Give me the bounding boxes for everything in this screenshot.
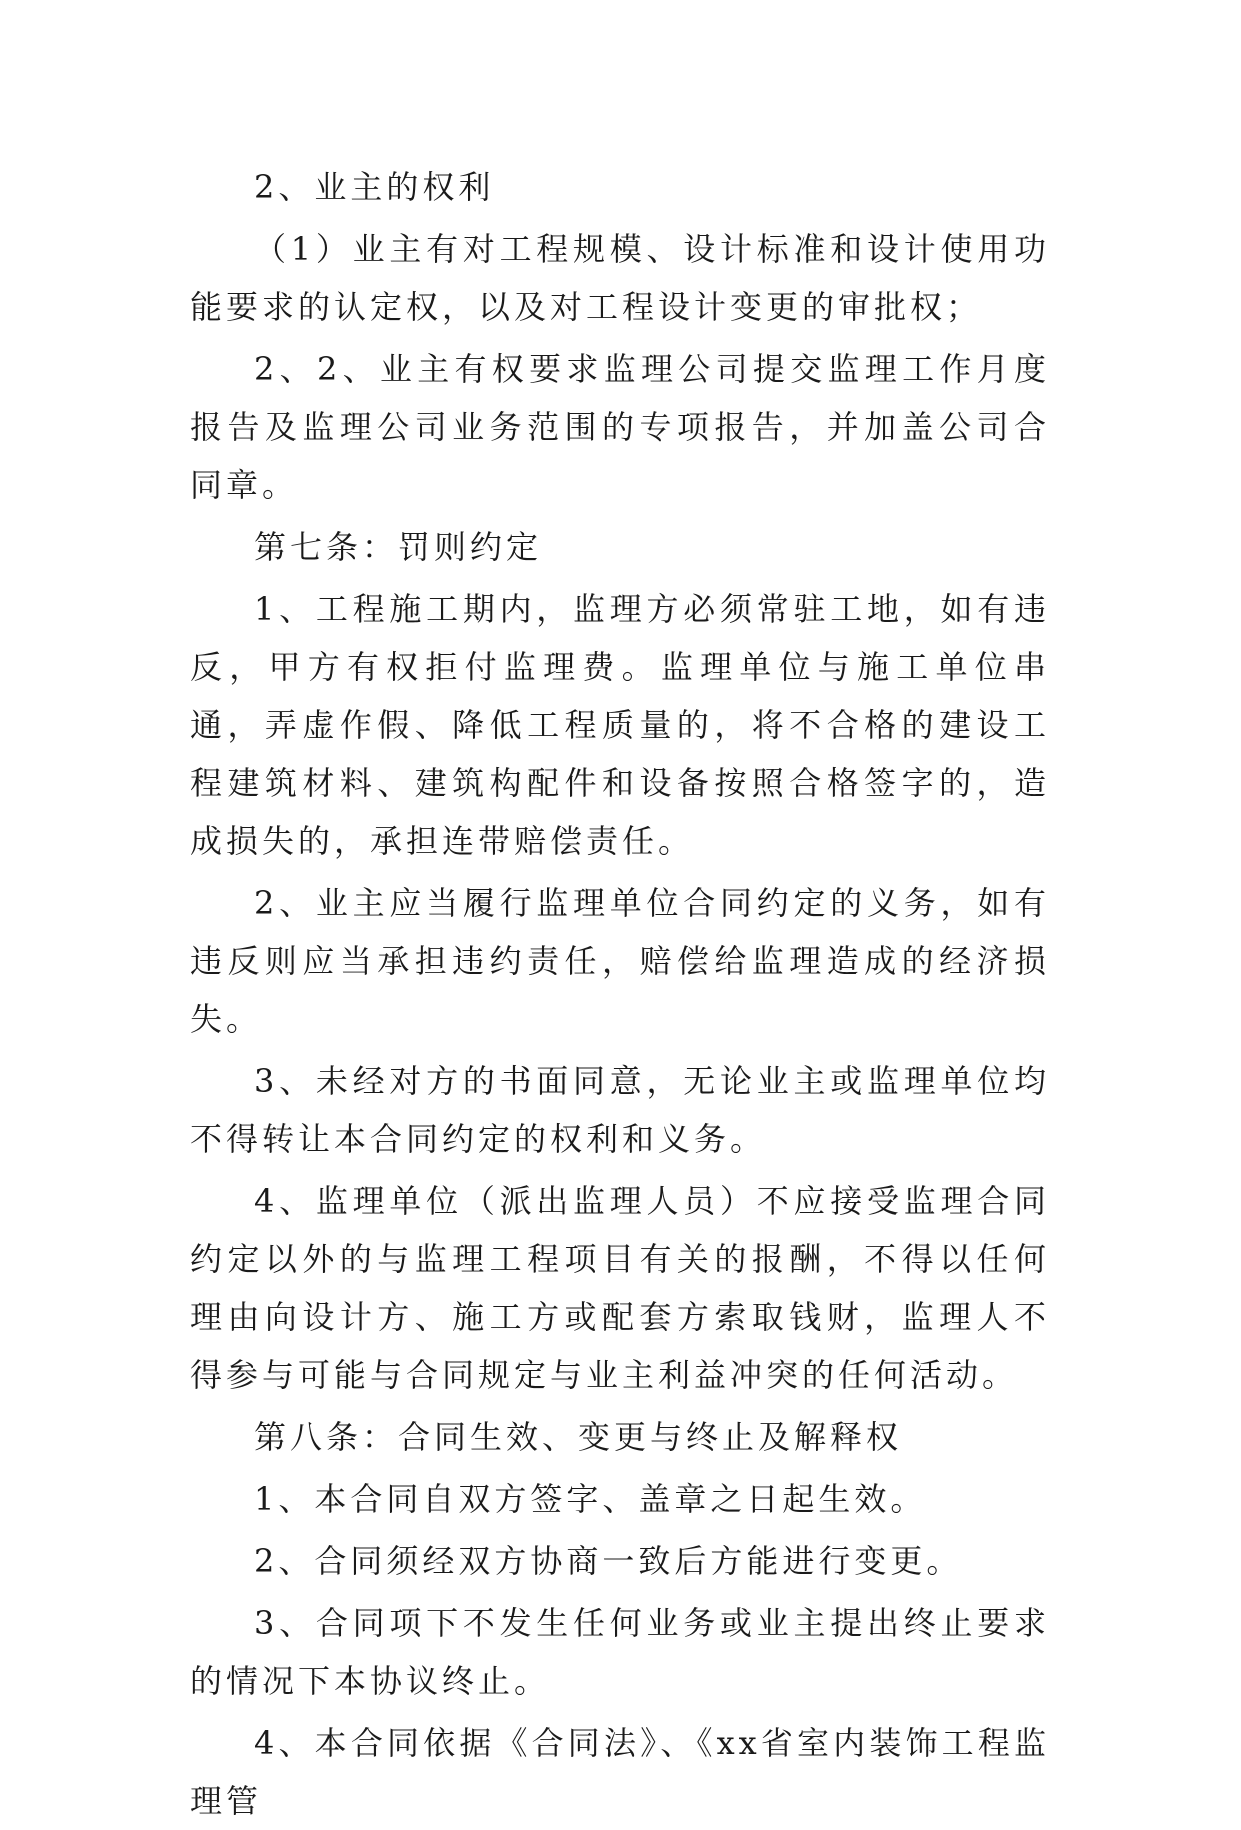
paragraph-effect-3: 3、合同项下不发生任何业务或业主提出终止要求的情况下本协议终止。 (190, 1604, 1050, 1700)
paragraph-penalty-2: 2、业主应当履行监理单位合同约定的义务，如有违反则应当承担违约责任，赔偿给监理造成的经济损失。 (190, 884, 1050, 1038)
paragraph-article-8-heading: 第八条：合同生效、变更与终止及解释权 (254, 1418, 903, 1456)
document-body (190, 158, 1050, 1830)
paragraph-penalty-4: 4、监理单位（派出监理人员）不应接受监理合同约定以外的与监理工程项目有关的报酬，不得以任何理由向设计方、施工方或配套方索取钱财，监理人不得参与可能与合同规定与业主利益冲突的任何活动。 (190, 1182, 1050, 1394)
paragraph-effect-1: 1、本合同自双方签字、盖章之日起生效。 (254, 1480, 927, 1518)
paragraph-owner-rights-heading: 2、业主的权利 (254, 168, 495, 206)
paragraph-article-7-heading: 第七条：罚则约定 (254, 528, 543, 566)
paragraph-owner-right-1: （1）业主有对工程规模、设计标准和设计使用功能要求的认定权，以及对工程设计变更的审批权； (190, 230, 1050, 326)
paragraph-effect-4: 4、本合同依据《合同法》、《xx省室内装饰工程监理管 (190, 1724, 1050, 1820)
paragraph-owner-right-2: 2、2、业主有权要求监理公司提交监理工作月度报告及监理公司业务范围的专项报告，并加盖公司合同章。 (190, 350, 1050, 504)
paragraph-penalty-3: 3、未经对方的书面同意，无论业主或监理单位均不得转让本合同约定的权利和义务。 (190, 1062, 1050, 1158)
paragraph-penalty-1: 1、工程施工期内，监理方必须常驻工地，如有违反，甲方有权拒付监理费。监理单位与施工单位串通，弄虚作假、降低工程质量的，将不合格的建设工程建筑材料、建筑构配件和设备按照合格签字的，造成损失的，承担连带赔偿责任。 (190, 590, 1050, 860)
paragraph-effect-2: 2、合同须经双方协商一致后方能进行变更。 (254, 1542, 963, 1580)
